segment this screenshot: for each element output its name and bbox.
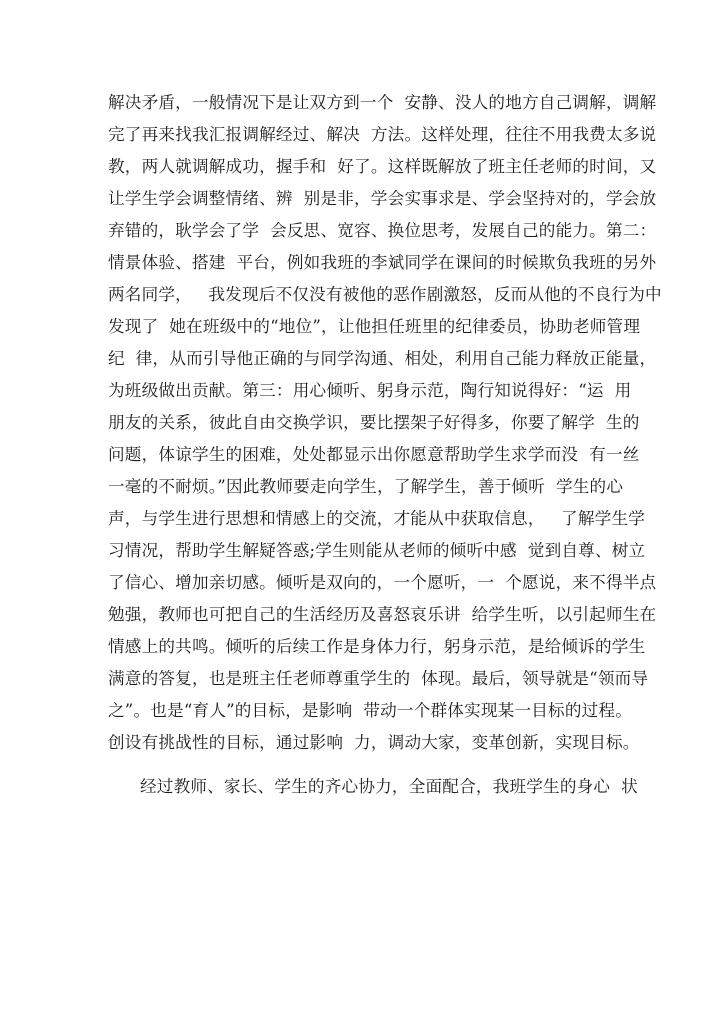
text-line: 教，两人就调解成功，握手和 好了。这样既解放了班主任老师的时间，又: [108, 157, 657, 176]
text-line: 纪 律，从而引导他正确的与同学沟通、相处，利用自己能力释放正能量，: [108, 349, 657, 368]
text-line: 两名同学， 我发现后不仅没有被他的恶作剧激怒，反而从他的不良行为中: [108, 285, 662, 304]
text-line: 习情况，帮助学生解疑答惑;学生则能从老师的倾听中感 觉到自尊、树立: [108, 541, 646, 560]
text-line: 满意的答复，也是班主任老师尊重学生的 体现。最后，领导就是“领而导: [108, 669, 649, 688]
text-line: 情感上的共鸣。倾听的后续工作是身体力行，躬身示范，是给倾诉的学生: [108, 637, 646, 656]
text-line: 声，与学生进行思想和情感上的交流，才能从中获取信息， 了解学生学: [108, 509, 646, 528]
text-line: 一毫的不耐烦。”因此教师要走向学生，了解学生，善于倾听 学生的心: [108, 477, 624, 496]
text-line: 解决矛盾，一般情况下是让双方到一个 安静、没人的地方自己调解，调解: [108, 93, 657, 112]
text-line: 情景体验、搭建 平台，例如我班的李斌同学在课间的时候欺负我班的另外: [108, 253, 657, 272]
text-line: 创设有挑战性的目标，通过影响 力，调动大家，变革创新，实现目标。: [108, 733, 640, 752]
text-line: 弃错的，耿学会了学 会反思、宽容、换位思考，发展自己的能力。第二：: [108, 221, 657, 240]
text-line: 朋友的关系，彼此自由交换学识，要比摆架子好得多，你要了解学 生的: [108, 413, 640, 432]
text-line: 勉强，教师也可把自己的生活经历及喜怒哀乐讲 给学生听，以引起师生在: [108, 605, 657, 624]
text-line: 发现了 她在班级中的“地位”，让他担任班里的纪律委员，协助老师管理: [108, 317, 641, 336]
text-line: 之”。也是“育人”的目标，是影响 带动一个群体实现某一目标的过程。: [108, 701, 633, 720]
text-line: 让学生学会调整情绪、辨 别是非，学会实事求是、学会坚持对的，学会放: [108, 189, 657, 208]
text-line: 了信心、增加亲切感。倾听是双向的，一个愿听，一 个愿说，来不得半点: [108, 573, 657, 592]
text-line: 问题，体谅学生的困难，处处都显示出你愿意帮助学生求学而没 有一丝: [108, 445, 640, 464]
text-line: 完了再来找我汇报调解经过、解决 方法。这样处理，往往不用我费太多说: [108, 125, 657, 144]
paragraph-first-line: 经过教师、家长、学生的齐心协力，全面配合，我班学生的身心 状: [140, 777, 638, 796]
text-line: 为班级做出贡献。第三：用心倾听、躬身示范，陶行知说得好：“运 用: [108, 381, 632, 400]
